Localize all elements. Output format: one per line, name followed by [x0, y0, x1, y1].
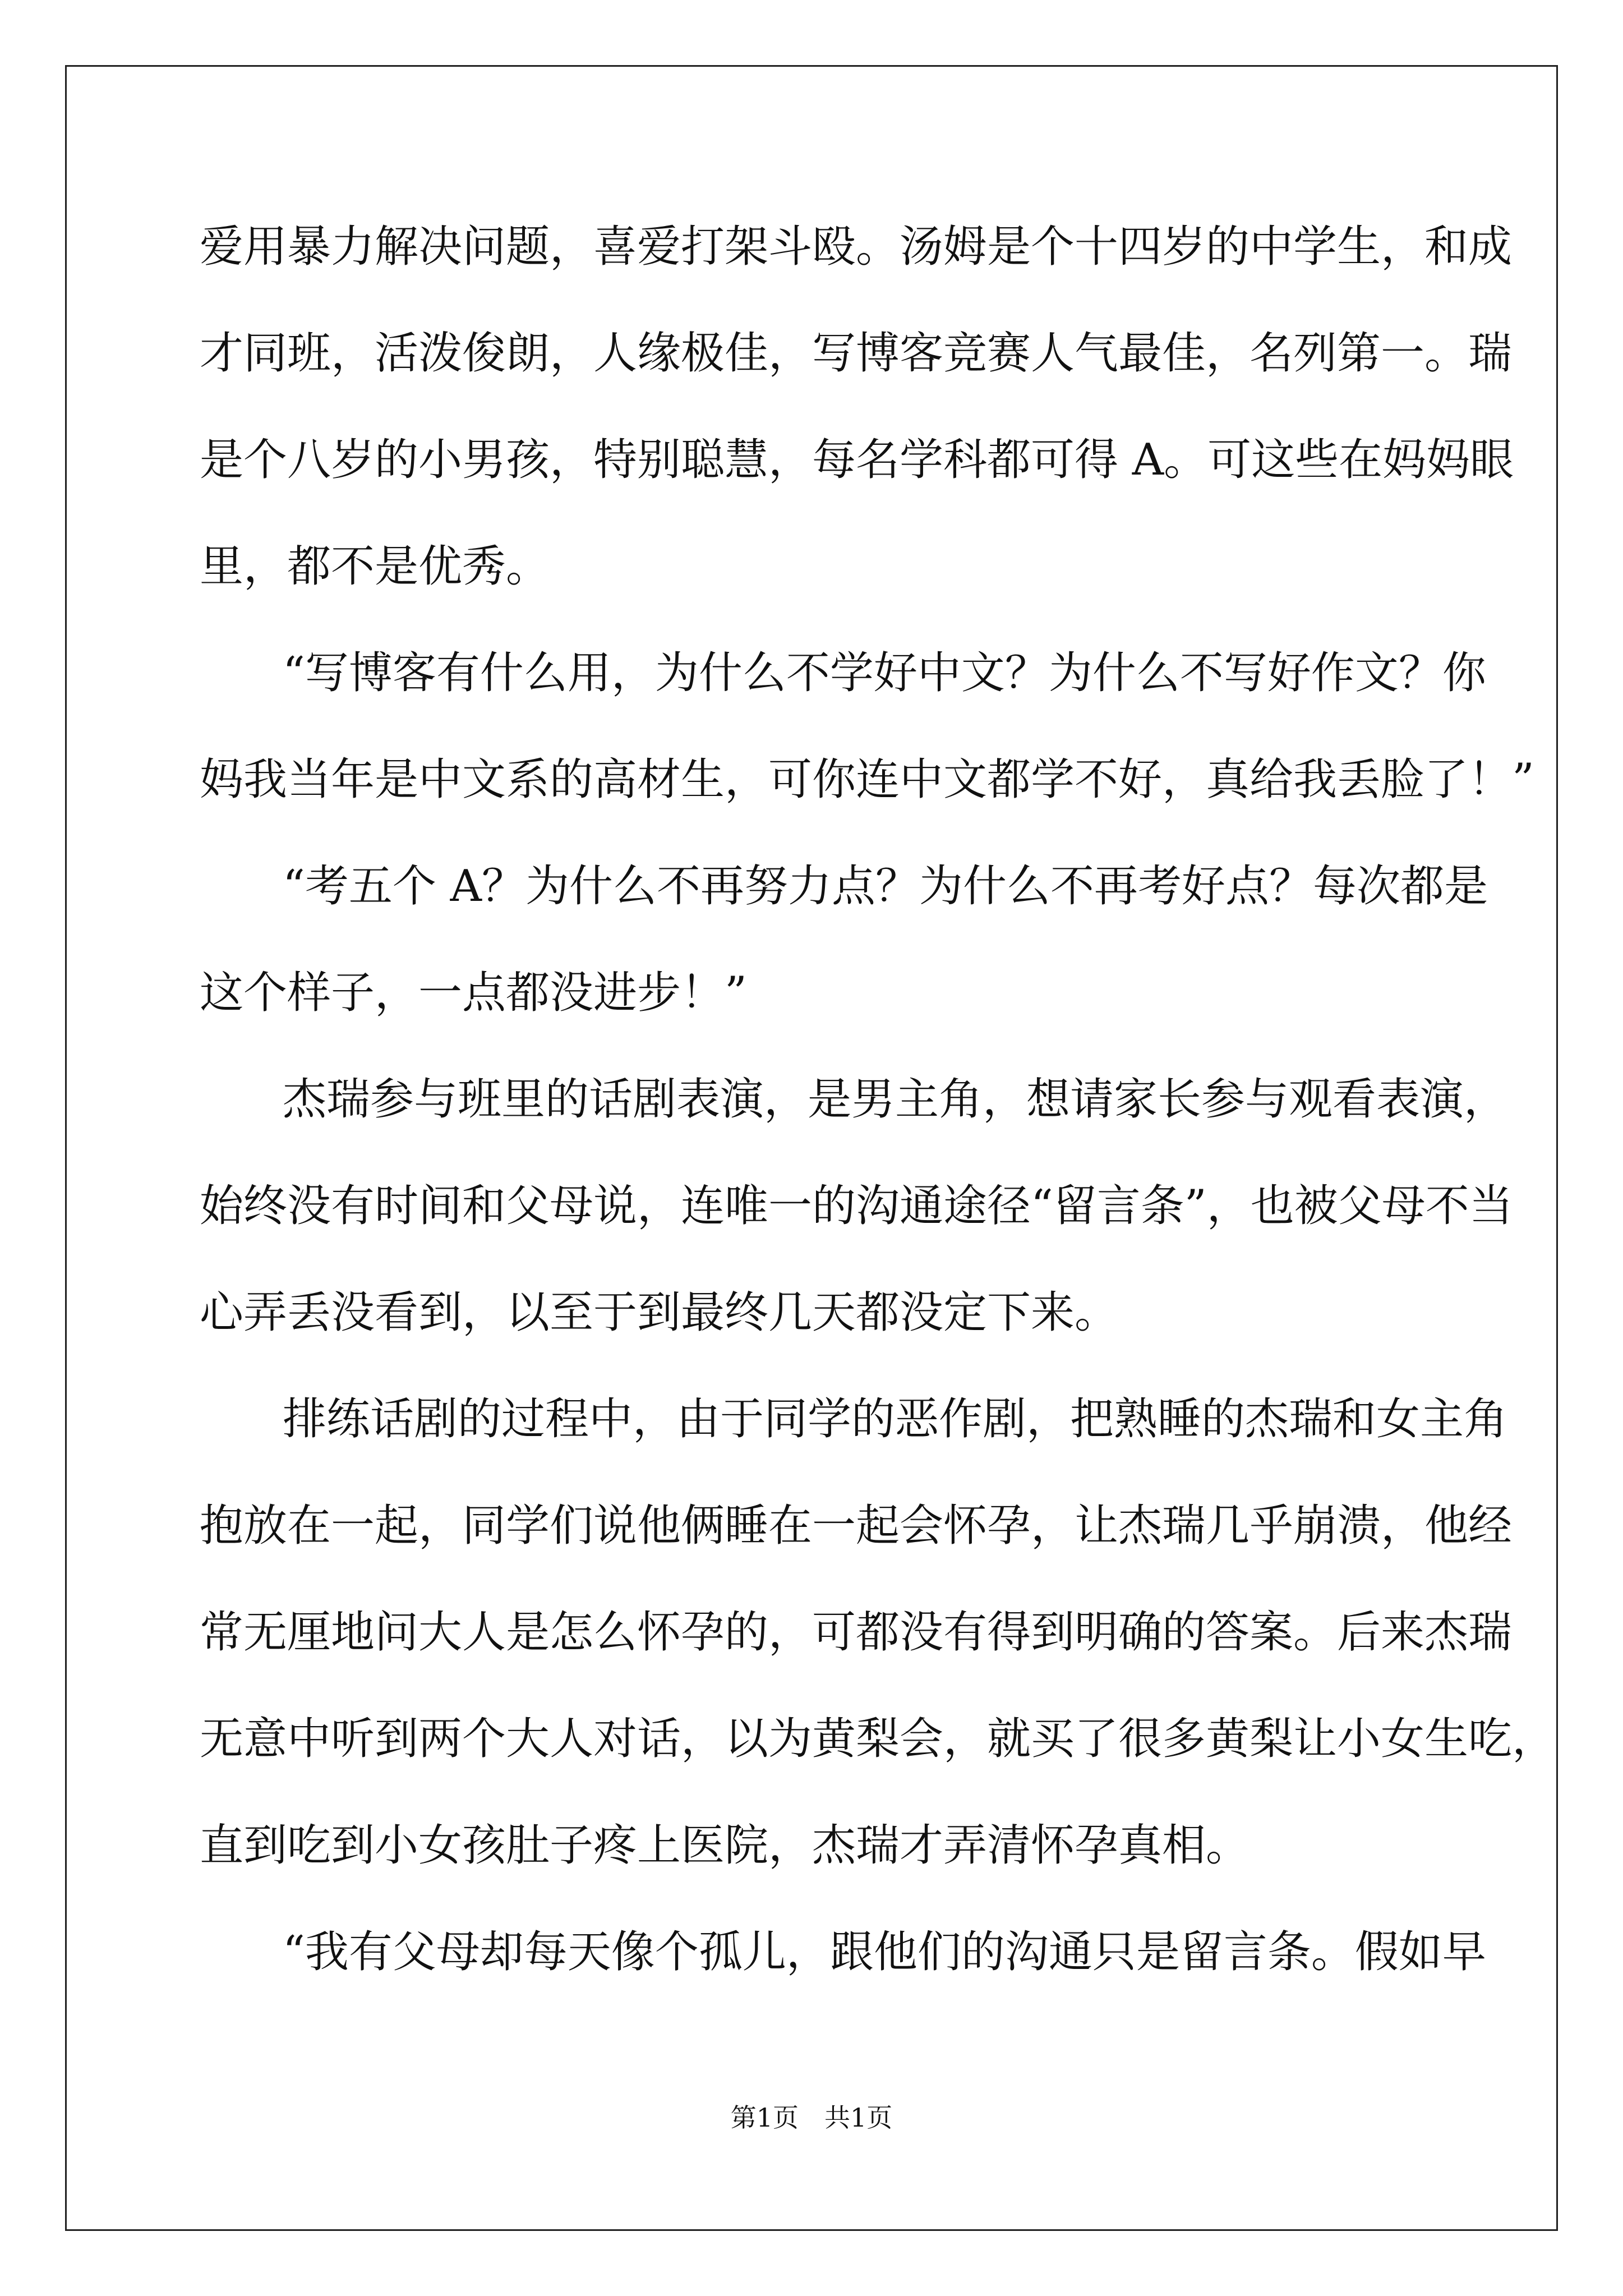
body-text-line: 直到吃到小女孩肚子疼上医院，杰瑞才弄清怀孕真相。 [200, 1820, 1250, 1871]
paragraph-start-line: “考五个 A？为什么不再努力点？为什么不再考好点？每次都是 [283, 861, 1488, 912]
body-text-line: 里，都不是优秀。 [200, 541, 550, 592]
page-footer: 第1页 共1页 [730, 2102, 893, 2133]
body-text-line: 才同班，活泼俊朗，人缘极佳，写博客竞赛人气最佳，名列第一。瑞 [200, 328, 1513, 379]
page-border [65, 65, 1558, 2231]
body-text-line: 常无厘地问大人是怎么怀孕的，可都没有得到明确的答案。后来杰瑞 [200, 1607, 1513, 1658]
body-text-line: 始终没有时间和父母说，连唯一的沟通途径“留言条”，也被父母不当 [200, 1181, 1513, 1231]
body-text-line: 这个样子，一点都没进步！” [200, 968, 747, 1018]
paragraph-start-line: 排练话剧的过程中，由于同学的恶作剧，把熟睡的杰瑞和女主角 [283, 1394, 1508, 1444]
paragraph-start-line: 杰瑞参与班里的话剧表演，是男主角，想请家长参与观看表演， [283, 1074, 1508, 1125]
paragraph-start-line: “我有父母却每天像个孤儿，跟他们的沟通只是留言条。假如早 [283, 1927, 1486, 1977]
body-text-line: 爱用暴力解决问题，喜爱打架斗殴。汤姆是个十四岁的中学生，和成 [200, 222, 1513, 272]
paragraph-start-line: “写博客有什么用，为什么不学好中文？为什么不写好作文？你 [283, 648, 1486, 698]
body-text-line: 心弄丢没看到，以至于到最终几天都没定下来。 [200, 1287, 1119, 1338]
body-text-line: 妈我当年是中文系的高材生，可你连中文都学不好，真给我丢脸了！” [200, 754, 1534, 805]
body-text-line: 抱放在一起，同学们说他俩睡在一起会怀孕，让杰瑞几乎崩溃，他经 [200, 1501, 1513, 1551]
body-text-line: 是个八岁的小男孩，特别聪慧，每名学科都可得 A。可这些在妈妈眼 [200, 435, 1514, 485]
body-text-line: 无意中听到两个大人对话，以为黄梨会，就买了很多黄梨让小女生吃， [200, 1714, 1556, 1764]
